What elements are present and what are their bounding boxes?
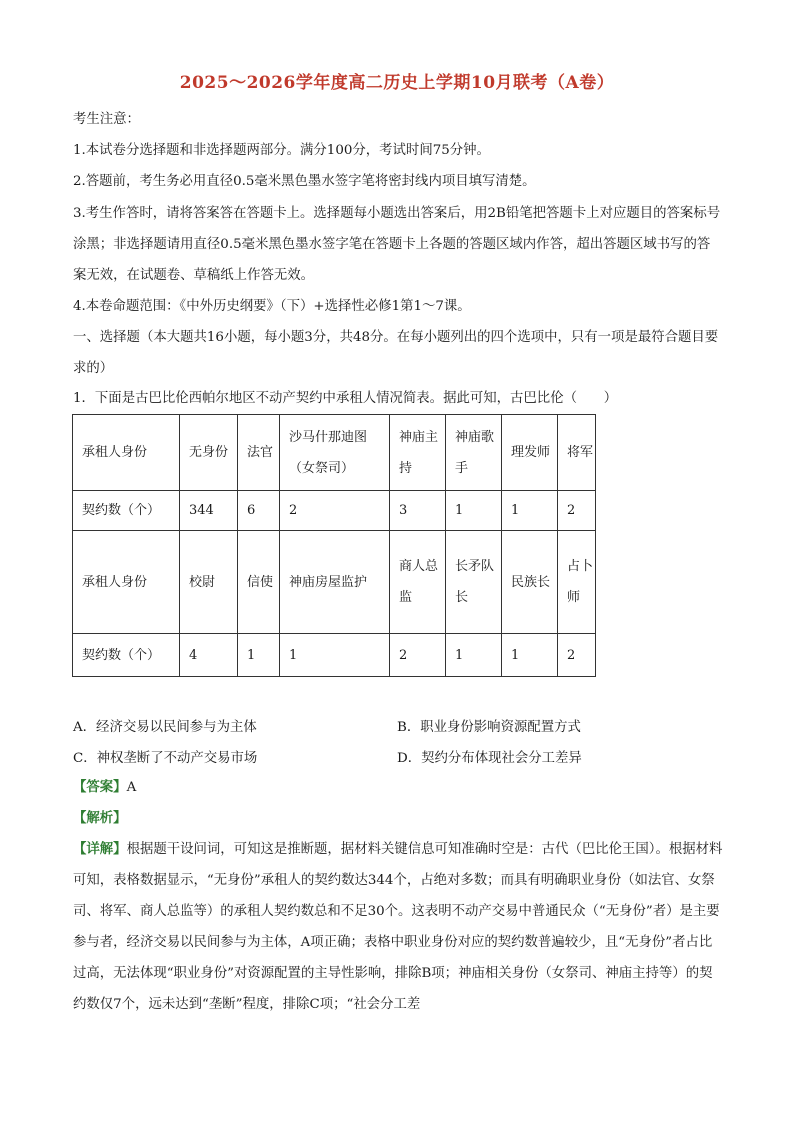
table-cell: 无身份 (180, 415, 238, 491)
table-cell: 占卜师 (558, 531, 596, 634)
notice-item-4: 4.本卷命题范围：《中外历史纲要》（下）+选择性必修1第1～7课。 (73, 299, 471, 314)
table-cell: 6 (238, 491, 280, 531)
table-cell: 信使 (238, 531, 280, 634)
table-cell: 3 (390, 491, 446, 531)
table-cell: 2 (390, 634, 446, 677)
table-cell: 神庙房屋监护 (280, 531, 390, 634)
table-cell: 1 (280, 634, 390, 677)
option-c: C．神权垄断了不动产交易市场 (73, 751, 258, 766)
table-header-cell: 契约数（个） (73, 491, 180, 531)
table-cell: 神庙主持 (390, 415, 446, 491)
table-cell: 1 (446, 491, 502, 531)
table-cell: 1 (238, 634, 280, 677)
analysis-label (73, 808, 723, 829)
table-header-cell: 承租人身份 (73, 415, 180, 491)
table-cell: 法官 (238, 415, 280, 491)
question-stem: 1．下面是古巴比伦西帕尔地区不动产契约中承租人情况简表。据此可知，古巴比伦（ ） (73, 391, 618, 406)
table-cell: 2 (558, 491, 596, 531)
answer-line (73, 777, 723, 798)
exam-title: 2025～2026学年度高二历史上学期10月联考（A卷） (179, 73, 615, 93)
table-cell: 民族长 (502, 531, 558, 634)
option-d: D．契约分布体现社会分工差异 (397, 751, 582, 766)
table-cell: 校尉 (180, 531, 238, 634)
table-cell: 神庙歌手 (446, 415, 502, 491)
table-cell: 理发师 (502, 415, 558, 491)
table-cell: 2 (558, 634, 596, 677)
detail-tag: 【详解】 (73, 841, 127, 857)
table-cell: 沙马什那迪图（女祭司） (280, 415, 390, 491)
table-cell: 344 (180, 491, 238, 531)
notice-heading: 考生注意： (73, 112, 140, 127)
notice-item-2: 2.答题前，考生务必用直径0.5毫米黑色墨水签字笔将密封线内项目填写清楚。 (73, 174, 536, 189)
table-cell: 商人总监 (390, 531, 446, 634)
table-cell: 1 (502, 634, 558, 677)
answer-label: 【答案】 (73, 779, 127, 795)
table-cell: 将军 (558, 415, 596, 491)
table-cell: 1 (502, 491, 558, 531)
table-row (73, 531, 596, 634)
table-cell: 4 (180, 634, 238, 677)
answer-value: A (126, 780, 137, 795)
table-row (73, 491, 596, 531)
analysis-tag: 【解析】 (73, 810, 127, 826)
table-header-cell: 承租人身份 (73, 531, 180, 634)
notice-item-1: 1.本试卷分选择题和非选择题两部分。满分100分，考试时间75分钟。 (73, 143, 490, 158)
table-row (73, 634, 596, 677)
option-a: A．经济交易以民间参与为主体 (73, 720, 257, 735)
detail-paragraph (73, 834, 723, 1020)
table-cell: 长矛队长 (446, 531, 502, 634)
detail-text: 根据题干设问词，可知这是推断题，据材料关键信息可知准确时空是：古代（巴比伦王国）。根据材料可知，表格数据显示，“无身份”承租人的契约数达344个，占绝对多数；而具有明确职业身份（如法官、女祭司、将军、商人总监等）的承租人契约数总和不足30个。这表明不动产交易中普通民众（“无身份”者）是主要参与者，经济交易以民间参与为主体，A项正确；表格中职业身份对应的契约数普遍较少，且“无身份”者占比过高，无法体现“职业身份”对资源配置的主导性影响，排除B项；神庙相关身份（女祭司、神庙主持等）的契约数仅7个，远未达到“垄断”程度，排除C项；“社会分工差 (73, 842, 723, 1012)
table-header-cell: 契约数（个） (73, 634, 180, 677)
tenant-table (72, 414, 596, 677)
table-row (73, 415, 596, 491)
section-heading: 一、选择题（本大题共16小题，每小题3分，共48分。在每小题列出的四个选项中，只有一项是最符合题目要求的） (73, 330, 719, 376)
table-cell: 2 (280, 491, 390, 531)
notice-item-3: 3.考生作答时，请将答案答在答题卡上。选择题每小题选出答案后，用2B铅笔把答题卡上对应题目的答案标号涂黑；非选择题请用直径0.5毫米黑色墨水签字笔在答题卡上各题的答题区域内作答，超出答题区域书写的答案无效，在试题卷、草稿纸上作答无效。 (73, 206, 721, 283)
option-b: B．职业身份影响资源配置方式 (397, 720, 581, 735)
table-cell: 1 (446, 634, 502, 677)
